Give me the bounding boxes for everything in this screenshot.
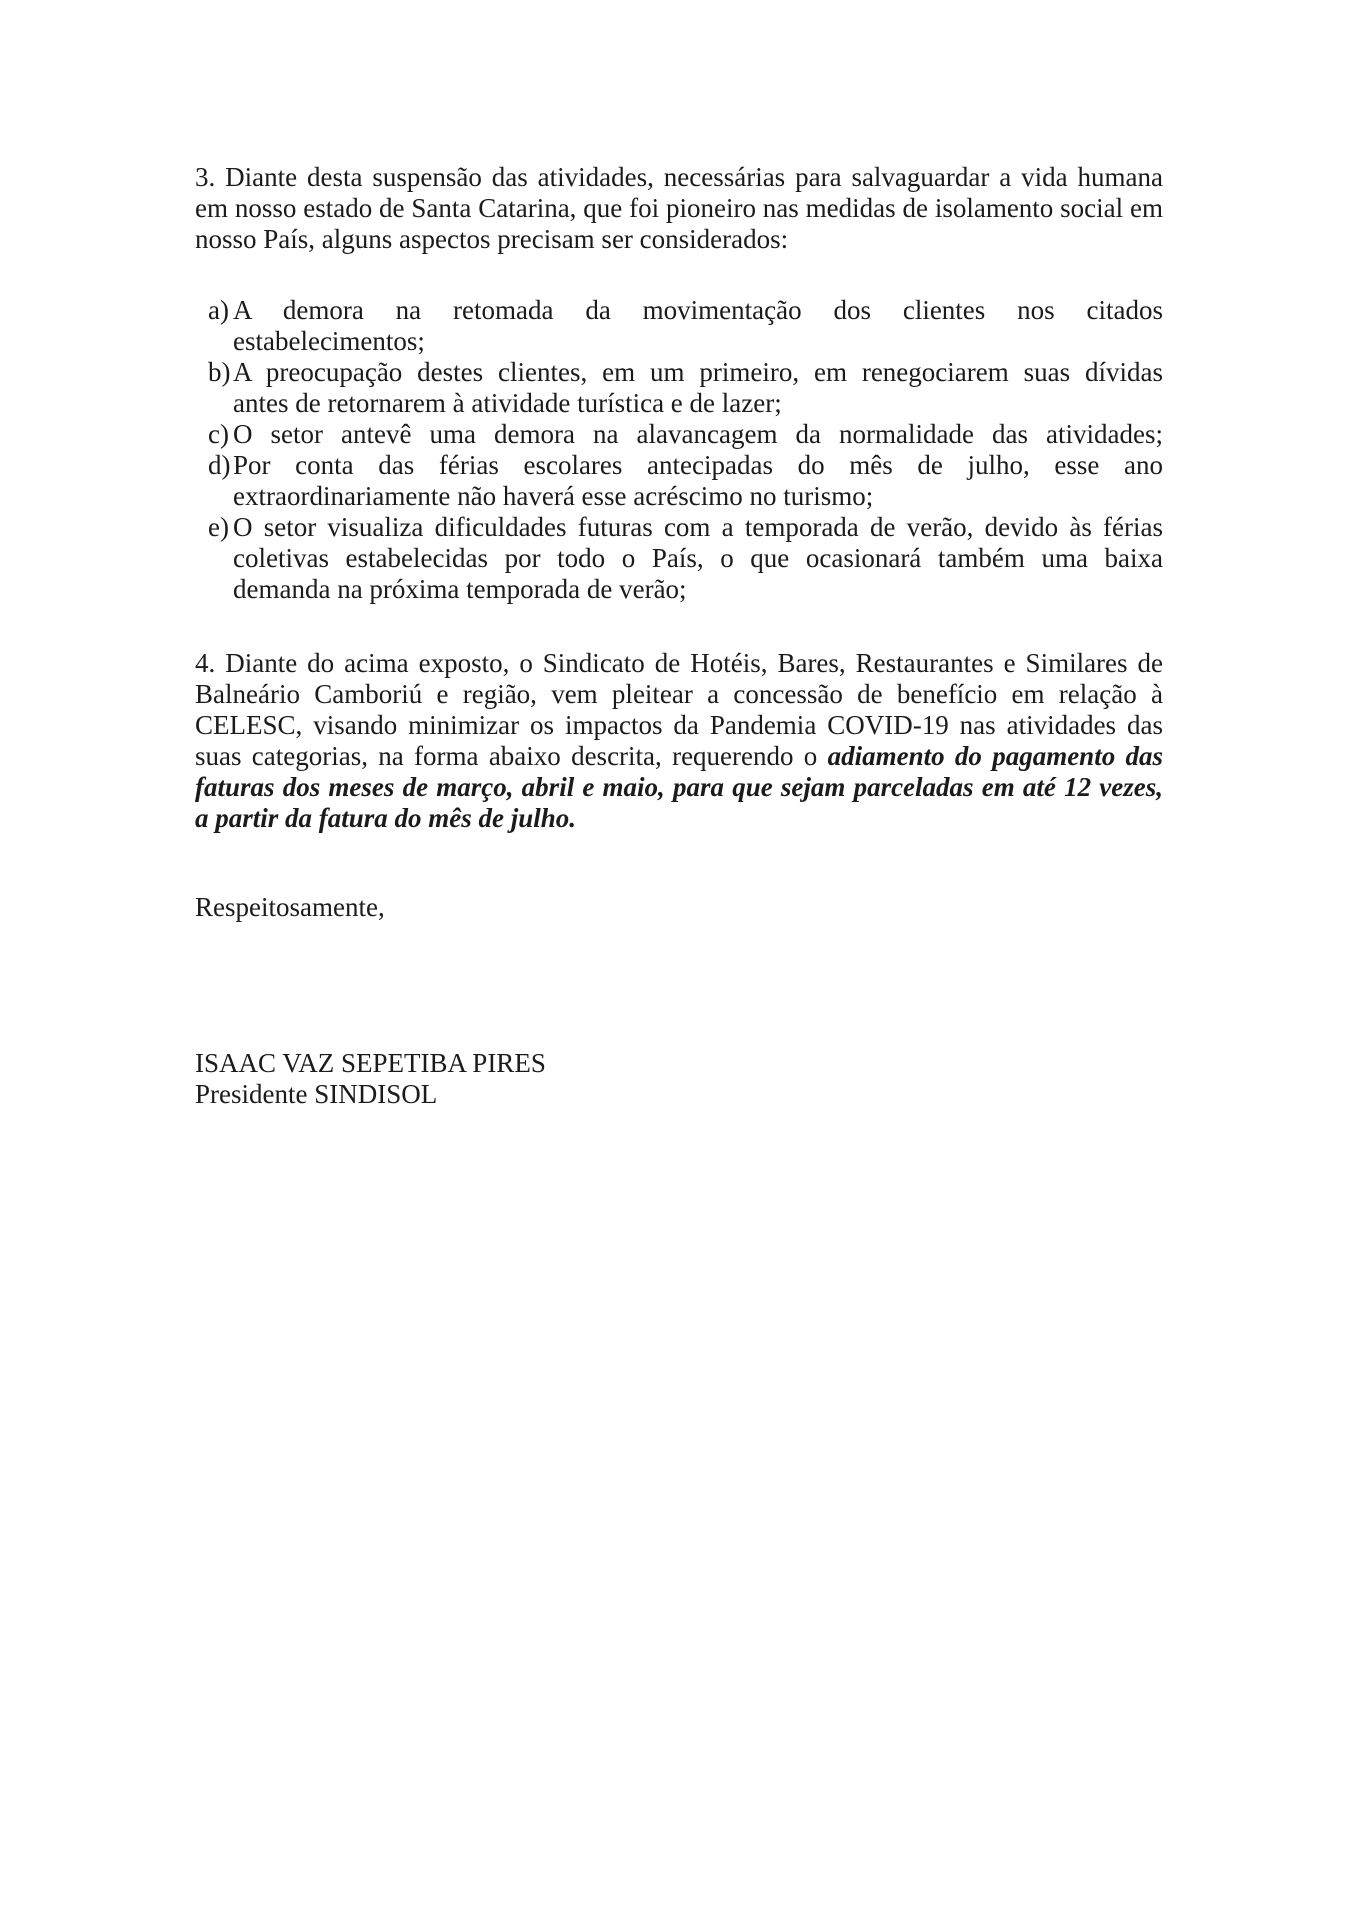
list-item-line: demanda na próxima temporada de verão; [233, 574, 687, 604]
paragraph-3 [195, 162, 1163, 255]
list-item-label: e) [208, 512, 229, 542]
list-item-line: antes de retornarem à atividade turística e de lazer; [233, 388, 782, 418]
paragraph-4-normal-text: suas categorias, na forma abaixo descrita, requerendo o [195, 741, 818, 771]
list-item-line: extraordinariamente não haverá esse acréscimo no turismo; [233, 481, 874, 511]
list-item-d [195, 450, 1163, 512]
list-item-a [195, 295, 1163, 357]
paragraph-3-line: 3. Diante desta suspensão das atividades, necessárias para salvaguardar a vida humana [195, 162, 1163, 192]
paragraph-4-emphasis-text: faturas dos meses de março, abril e maio, para que sejam parceladas em até 12 vezes, [195, 772, 1163, 802]
list-item-c [195, 419, 1163, 450]
paragraph-4-emphasis-text: a partir da fatura do mês de julho. [195, 803, 577, 833]
paragraph-3-line: nosso País, alguns aspectos precisam ser considerados: [195, 224, 789, 254]
list-item-label: d) [208, 450, 231, 480]
letter-body [195, 162, 1163, 1110]
paragraph-4-line [195, 772, 1163, 803]
list-item-line: O setor antevê uma demora na alavancagem da normalidade das atividades; [233, 419, 1163, 449]
paragraph-4-line [195, 803, 1163, 834]
list-item-b [195, 357, 1163, 419]
signatory-title: Presidente SINDISOL [195, 1079, 438, 1109]
closing-salutation: Respeitosamente, [195, 892, 385, 922]
paragraph-4-line: 4. Diante do acima exposto, o Sindicato de Hotéis, Bares, Restaurantes e Similares de [195, 648, 1163, 678]
list-item-line: coletivas estabelecidas por todo o País, o que ocasionará também uma baixa [233, 543, 1163, 573]
paragraph-4-line: Balneário Camboriú e região, vem pleitear a concessão de benefício em relação à [195, 679, 1163, 709]
list-item-label: c) [208, 419, 229, 449]
considerations-list [195, 295, 1163, 605]
paragraph-4-line [195, 741, 1163, 772]
list-item-line: Por conta das férias escolares antecipadas do mês de julho, esse ano [233, 450, 1163, 480]
list-item-e [195, 512, 1163, 605]
list-item-line: estabelecimentos; [233, 326, 425, 356]
paragraph-4 [195, 648, 1163, 834]
paragraph-3-line: em nosso estado de Santa Catarina, que foi pioneiro nas medidas de isolamento social em [195, 193, 1163, 223]
paragraph-4-line: CELESC, visando minimizar os impactos da Pandemia COVID-19 nas atividades das [195, 710, 1163, 740]
signatory-name: ISAAC VAZ SEPETIBA PIRES [195, 1048, 546, 1078]
list-item-line: O setor visualiza dificuldades futuras com a temporada de verão, devido às férias [233, 512, 1163, 542]
list-item-label: a) [208, 295, 229, 325]
list-item-line: A demora na retomada da movimentação dos clientes nos citados [233, 295, 1163, 325]
list-item-line: A preocupação destes clientes, em um primeiro, em renegociarem suas dívidas [233, 357, 1163, 387]
signature-block [195, 1048, 1163, 1110]
paragraph-4-emphasis-text: adiamento do pagamento das [827, 741, 1164, 771]
list-item-label: b) [208, 357, 231, 387]
